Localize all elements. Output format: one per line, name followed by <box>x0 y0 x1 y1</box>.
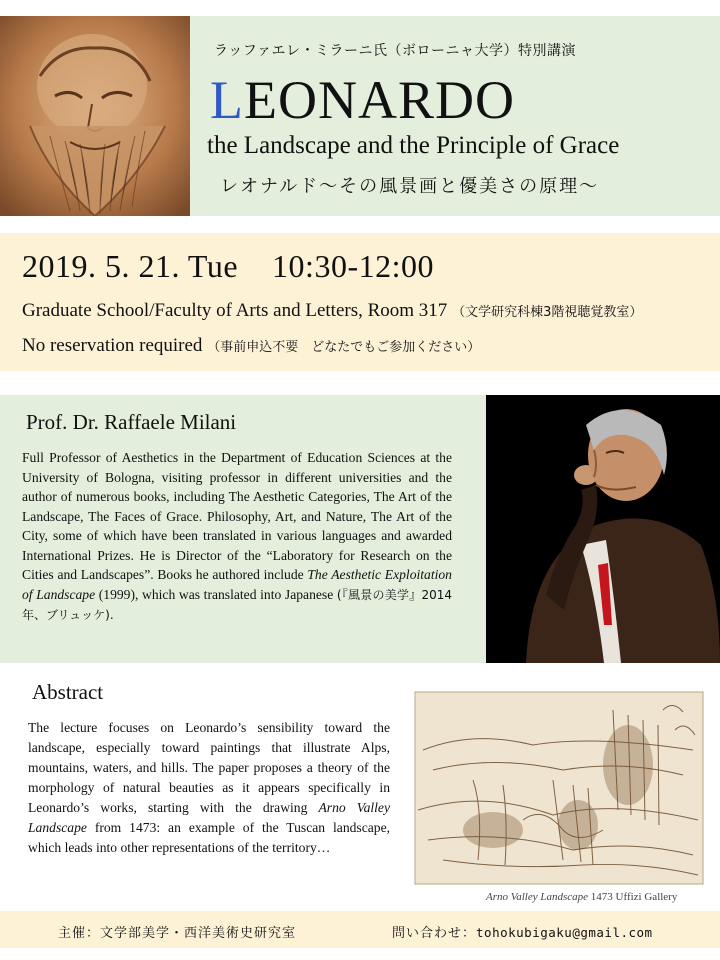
event-location <box>22 300 642 322</box>
reservation-english: No reservation required <box>22 335 203 356</box>
abstract-text-1: The lecture focuses on Leonardo’s sensibility toward the landscape, especially toward paintings that illustrate Alps, mountains, waters, and hills. The paper proposes a theory of the morphology of natural beauties as it appears specifically in Leonardo’s works, starting with the drawing <box>28 720 390 815</box>
subtitle-japanese: レオナルド～その風景画と優美さの原理～ <box>220 176 600 197</box>
bio-text-1: Full Professor of Aesthetics in the Department of Education Sciences at the University of Bologna, visiting professor in different universities and the author of numerous books, including The Aesthetic Categories, The Art of the Landscape, The Faces of Grace. Philosophy, Art, and Nature, The Art of the City, some of which have been translated in various languages and awarded International Prizes. He is Director of the “Laboratory for Research on the Cities and Landscapes”. Books he authored include <box>22 450 452 582</box>
bio-text-2: (1999), which was translated into Japanese <box>95 586 337 602</box>
footer-organizer: 主催：文学部美学・西洋美術史研究室 <box>58 926 297 941</box>
title-initial: L <box>210 70 244 130</box>
bio-book-title: The Aesthetic Exploitation of Landscape <box>22 567 452 602</box>
drawing-caption <box>486 891 677 903</box>
reservation-japanese: （事前申込不要 どなたでもご参加ください） <box>207 340 481 355</box>
abstract-heading: Abstract <box>32 680 104 704</box>
contact-email-link[interactable]: tohokubigaku@gmail.com <box>476 925 653 940</box>
location-english: Graduate School/Faculty of Arts and Letters, Room 317 <box>22 300 448 321</box>
event-date-time: 2019. 5. 21. Tue 10:30-12:00 <box>22 248 434 284</box>
abstract-work-title: Arno Valley Landscape <box>28 800 390 835</box>
title-rest: EONARDO <box>244 70 515 130</box>
reservation-note <box>22 335 480 357</box>
speaker-name: Prof. Dr. Raffaele Milani <box>26 410 237 434</box>
speaker-photo <box>486 395 720 663</box>
event-announcement-jp: ラッファエレ・ミラーニ氏（ボローニャ大学）特別講演 <box>214 43 576 59</box>
abstract-text <box>28 718 390 858</box>
caption-details: 1473 Uffizi Gallery <box>588 891 678 903</box>
arno-valley-drawing-image <box>413 690 705 886</box>
abstract-text-2: from 1473: an example of the Tuscan landscape, which leads into other representations of the territory… <box>28 820 390 855</box>
leonardo-portrait-image <box>0 16 190 216</box>
footer-contact <box>392 922 653 941</box>
location-japanese: （文学研究科棟3階視聴覚教室） <box>452 305 643 320</box>
contact-label: 問い合わせ： <box>392 926 477 941</box>
caption-work-title: Arno Valley Landscape <box>486 891 589 903</box>
subtitle-english: the Landscape and the Principle of Grace <box>207 132 620 159</box>
speaker-biography <box>22 448 452 626</box>
main-title <box>210 70 515 130</box>
bio-japanese-title: (『風景の美学』2014年、ブリュッケ). <box>22 587 452 622</box>
